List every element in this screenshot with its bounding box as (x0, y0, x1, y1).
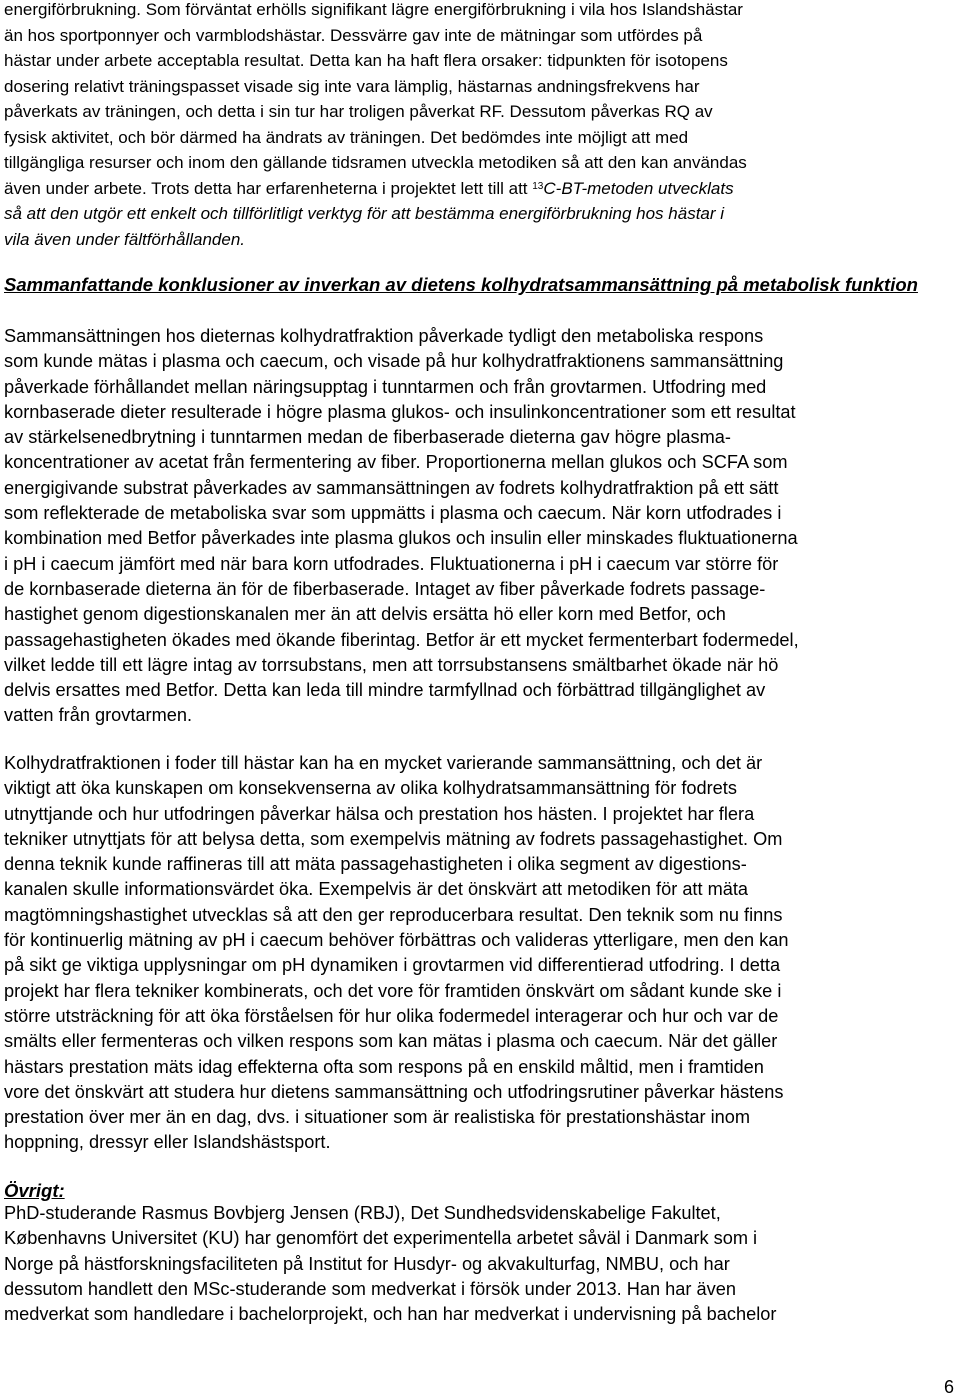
paragraph-other: PhD-studerande Rasmus Bovbjerg Jensen (RBJ), Det Sundhedsvidenskabelige Fakultet, Københavns Universitet (KU) har genomfört det experimentella arbetet såväl i Danmark som i Norge på hästforskningsfaciliteten på Institut for Husdyr- og akvakulturfag, NMBU, och har dessutom handlett den MSc-studerande som medverkat i försök under 2013. Han har även medverkat som handledare i bachelorprojekt, och han har medverkat i undervisning på bachelor (4, 1203, 777, 1325)
paragraph-conclusions: Sammansättningen hos dieternas kolhydratfraktion påverkade tydligt den metaboliska respons som kunde mätas i plasma och caecum, och visade på hur kolhydratfraktionens sammansättning påverkade förhållandet mellan näringsupptag i tunntarmen och från grovtarmen. Utfodring med kornbaserade dieter resulterade i högre plasma glukos- och insulinkoncentrationer som ett resultat av stärkelsenedbrytning i tunntarmen medan de fiberbaserade dieterna gav högre plasma- koncentrationer av acetat från fermentering av fiber. Proportionerna mellan glukos och SCFA som energigivande substrat påverkades av sammansättningen av fodrets kolhydratfraktion på ett sätt som reflekterade de metaboliska svar som uppmätts i plasma och caecum. När korn utfodrades i kombination med Betfor påverkades inte plasma glukos och insulin eller minskades fluktuationerna i pH i caecum jämfört med när bara korn utfodrades. Fluktuationerna i pH i caecum var större för de kornbaserade dieterna än för de fiberbaserade. Intaget av fiber påverkade fodrets passage- hastighet genom digestionskanalen mer än att delvis ersätta hö eller korn med Betfor, och passagehastigheten ökades med ökande fiberintag. Betfor är ett mycket fermenterbart fodermedel, vilket ledde till ett lägre intag av torrsubstans, men att torrsubstansens smältbarhet ökade när hö delvis ersattes med Betfor. Detta kan leda till mindre tarmfyllnad och förbättrad tillgänglighet av vatten från grovtarmen. (4, 326, 799, 726)
paragraph-energy-results (4, 0, 747, 252)
paragraph-energy-results-italic: C-BT-metoden utvecklats så att den utgör ett enkelt och tillförlitligt verktyg för att bestämma energiförbrukning hos hästar i vila även under fältförhållanden. (4, 178, 734, 249)
section-heading-conclusions: Sammanfattande konklusioner av inverkan av dietens kolhydratsammansättning på metabolisk funktion (4, 274, 918, 295)
paragraph-carbohydrate-fraction: Kolhydratfraktionen i foder till hästar kan ha en mycket varierande sammansättning, och det är viktigt att öka kunskapen om konsekvenserna av olika kolhydratsammansättning för fodrets utnyttjande och hur utfodringen påverkar hälsa och prestation hos hästen. I projektet har flera tekniker utnyttjats för att belysa detta, som exempelvis mätning av fodrets passagehastighet. Om denna teknik kunde raffineras till att mäta passagehastigheten i olika segment av digestions- kanalen skulle informationsvärdet öka. Exempelvis är det önskvärt att metodiken för att mäta magtömningshastighet utvecklas så att den ger reproducerbara resultat. Den teknik som nu finns för kontinuerlig mätning av pH i caecum behöver förbättras och valideras ytterligare, men den kan på sikt ge viktiga upplysningar om pH dynamiken i grovtarmen vid differentierad utfodring. I detta projekt har flera tekniker kombinerats, och det vore för framtiden önskvärt om sådant kunde ske i större utsträckning för att öka förståelsen för hur olika fodermedel interagerar och hur och var de smälts eller fermenteras och vilken respons som kan mätas i plasma och caecum. När det gäller hästars prestation mäts idag effekterna ofta som respons på en enskild måltid, men i framtiden vore det önskvärt att studera hur dietens sammansättning och utfodringsrutiner påverkar hästens prestation över mer än en dag, dvs. i situationer som är realistiska för prestationshästar inom hoppning, dressyr eller Islandshästsport. (4, 753, 789, 1153)
section-heading-other: Övrigt: (4, 1180, 65, 1201)
isotope-superscript: 13 (532, 180, 544, 192)
paragraph-energy-results-text: energiförbrukning. Som förväntat erhölls signifikant lägre energiförbrukning i vila hos Islandshästar än hos sportponnyer och varmblodshästar. Dessvärre gav inte de mätningar som utfördes på hästar under arbete acceptabla resultat. Detta kan ha haft flera orsaker: tidpunkten för isotopens dosering relativt träningspasset visade sig inte vara lämplig, hästarnas andningsfrekvens har påverkats av träningen, och detta i sin tur har troligen påverkat RF. Dessutom påverkas RQ av fysisk aktivitet, och bör därmed ha ändrats av träningen. Det bedömdes inte möjligt att med tillgängliga resurser och inom den gällande tidsramen utveckla metodiken så att den kan användas även under arbete. Trots detta har erfarenheterna i projektet lett till att (4, 0, 747, 198)
page-number: 6 (943, 1377, 954, 1397)
